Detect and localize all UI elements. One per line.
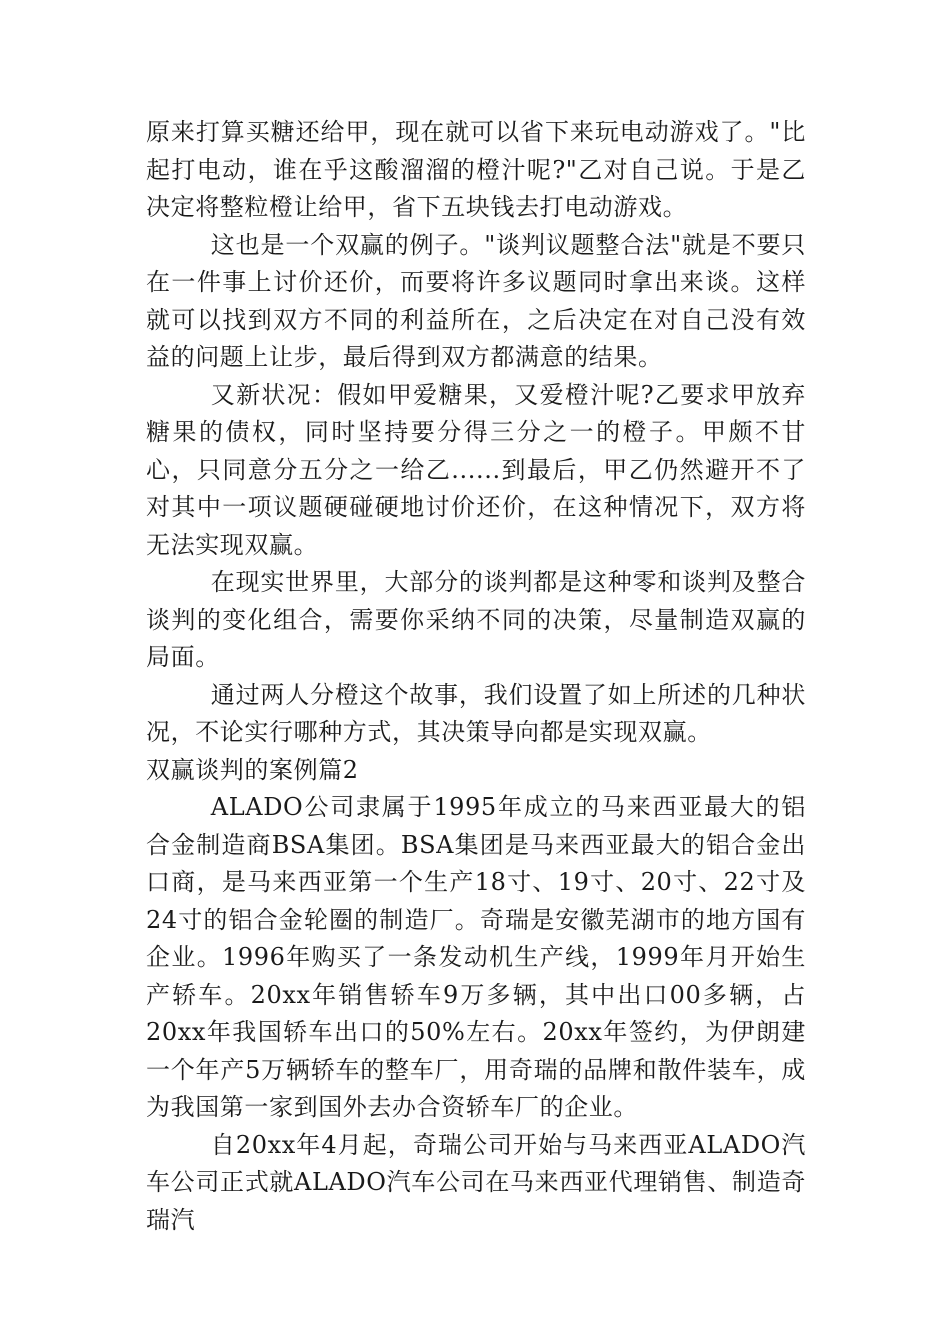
- paragraph: 在现实世界里，大部分的谈判都是这种零和谈判及整合谈判的变化组合，需要你采纳不同的决策，尽量制造双赢的局面。: [146, 568, 806, 671]
- section-heading: 双赢谈判的案例篇2: [146, 755, 359, 784]
- paragraph-continuation: 原来打算买糖还给甲，现在就可以省下来玩电动游戏了。"比起打电动，谁在乎这酸溜溜的橙汁呢?"乙对自己说。于是乙决定将整粒橙让给甲，省下五块钱去打电动游戏。: [146, 118, 806, 221]
- paragraph: ALADO公司隶属于1995年成立的马来西亚最大的铝合金制造商BSA集团。BSA集团是马来西亚最大的铝合金出口商，是马来西亚第一个生产18寸、19寸、20寸、22寸及24寸的铝合金轮圈的制造厂。奇瑞是安徽芜湖市的地方国有企业。1996年购买了一条发动机生产线，1999年月开始生产轿车。20xx年销售轿车9万多辆，其中出口00多辆，占20xx年我国轿车出口的50%左右。20xx年签约，为伊朗建一个年产5万辆轿车的整车厂，用奇瑞的品牌和散件装车，成为我国第一家到国外去办合资轿车厂的企业。: [146, 793, 806, 1121]
- paragraph: 通过两人分橙这个故事，我们设置了如上所述的几种状况，不论实行哪种方式，其决策导向都是实现双赢。: [146, 680, 806, 746]
- paragraph: 自20xx年4月起，奇瑞公司开始与马来西亚ALADO汽车公司正式就ALADO汽车公司在马来西亚代理销售、制造奇瑞汽: [146, 1130, 806, 1234]
- paragraph: 这也是一个双赢的例子。"谈判议题整合法"就是不要只在一件事上讨价还价，而要将许多议题同时拿出来谈。这样就可以找到双方不同的利益所在，之后决定在对自己没有效益的问题上让步，最后得到双方都满意的结果。: [146, 230, 806, 371]
- paragraph: 又新状况：假如甲爱糖果，又爱橙汁呢?乙要求甲放弃糖果的债权，同时坚持要分得三分之一的橙子。甲颇不甘心，只同意分五分之一给乙......到最后，甲乙仍然避开不了对其中一项议题硬碰硬地讨价还价，在这种情况下，双方将无法实现双赢。: [146, 380, 806, 559]
- document-body: [146, 114, 806, 1239]
